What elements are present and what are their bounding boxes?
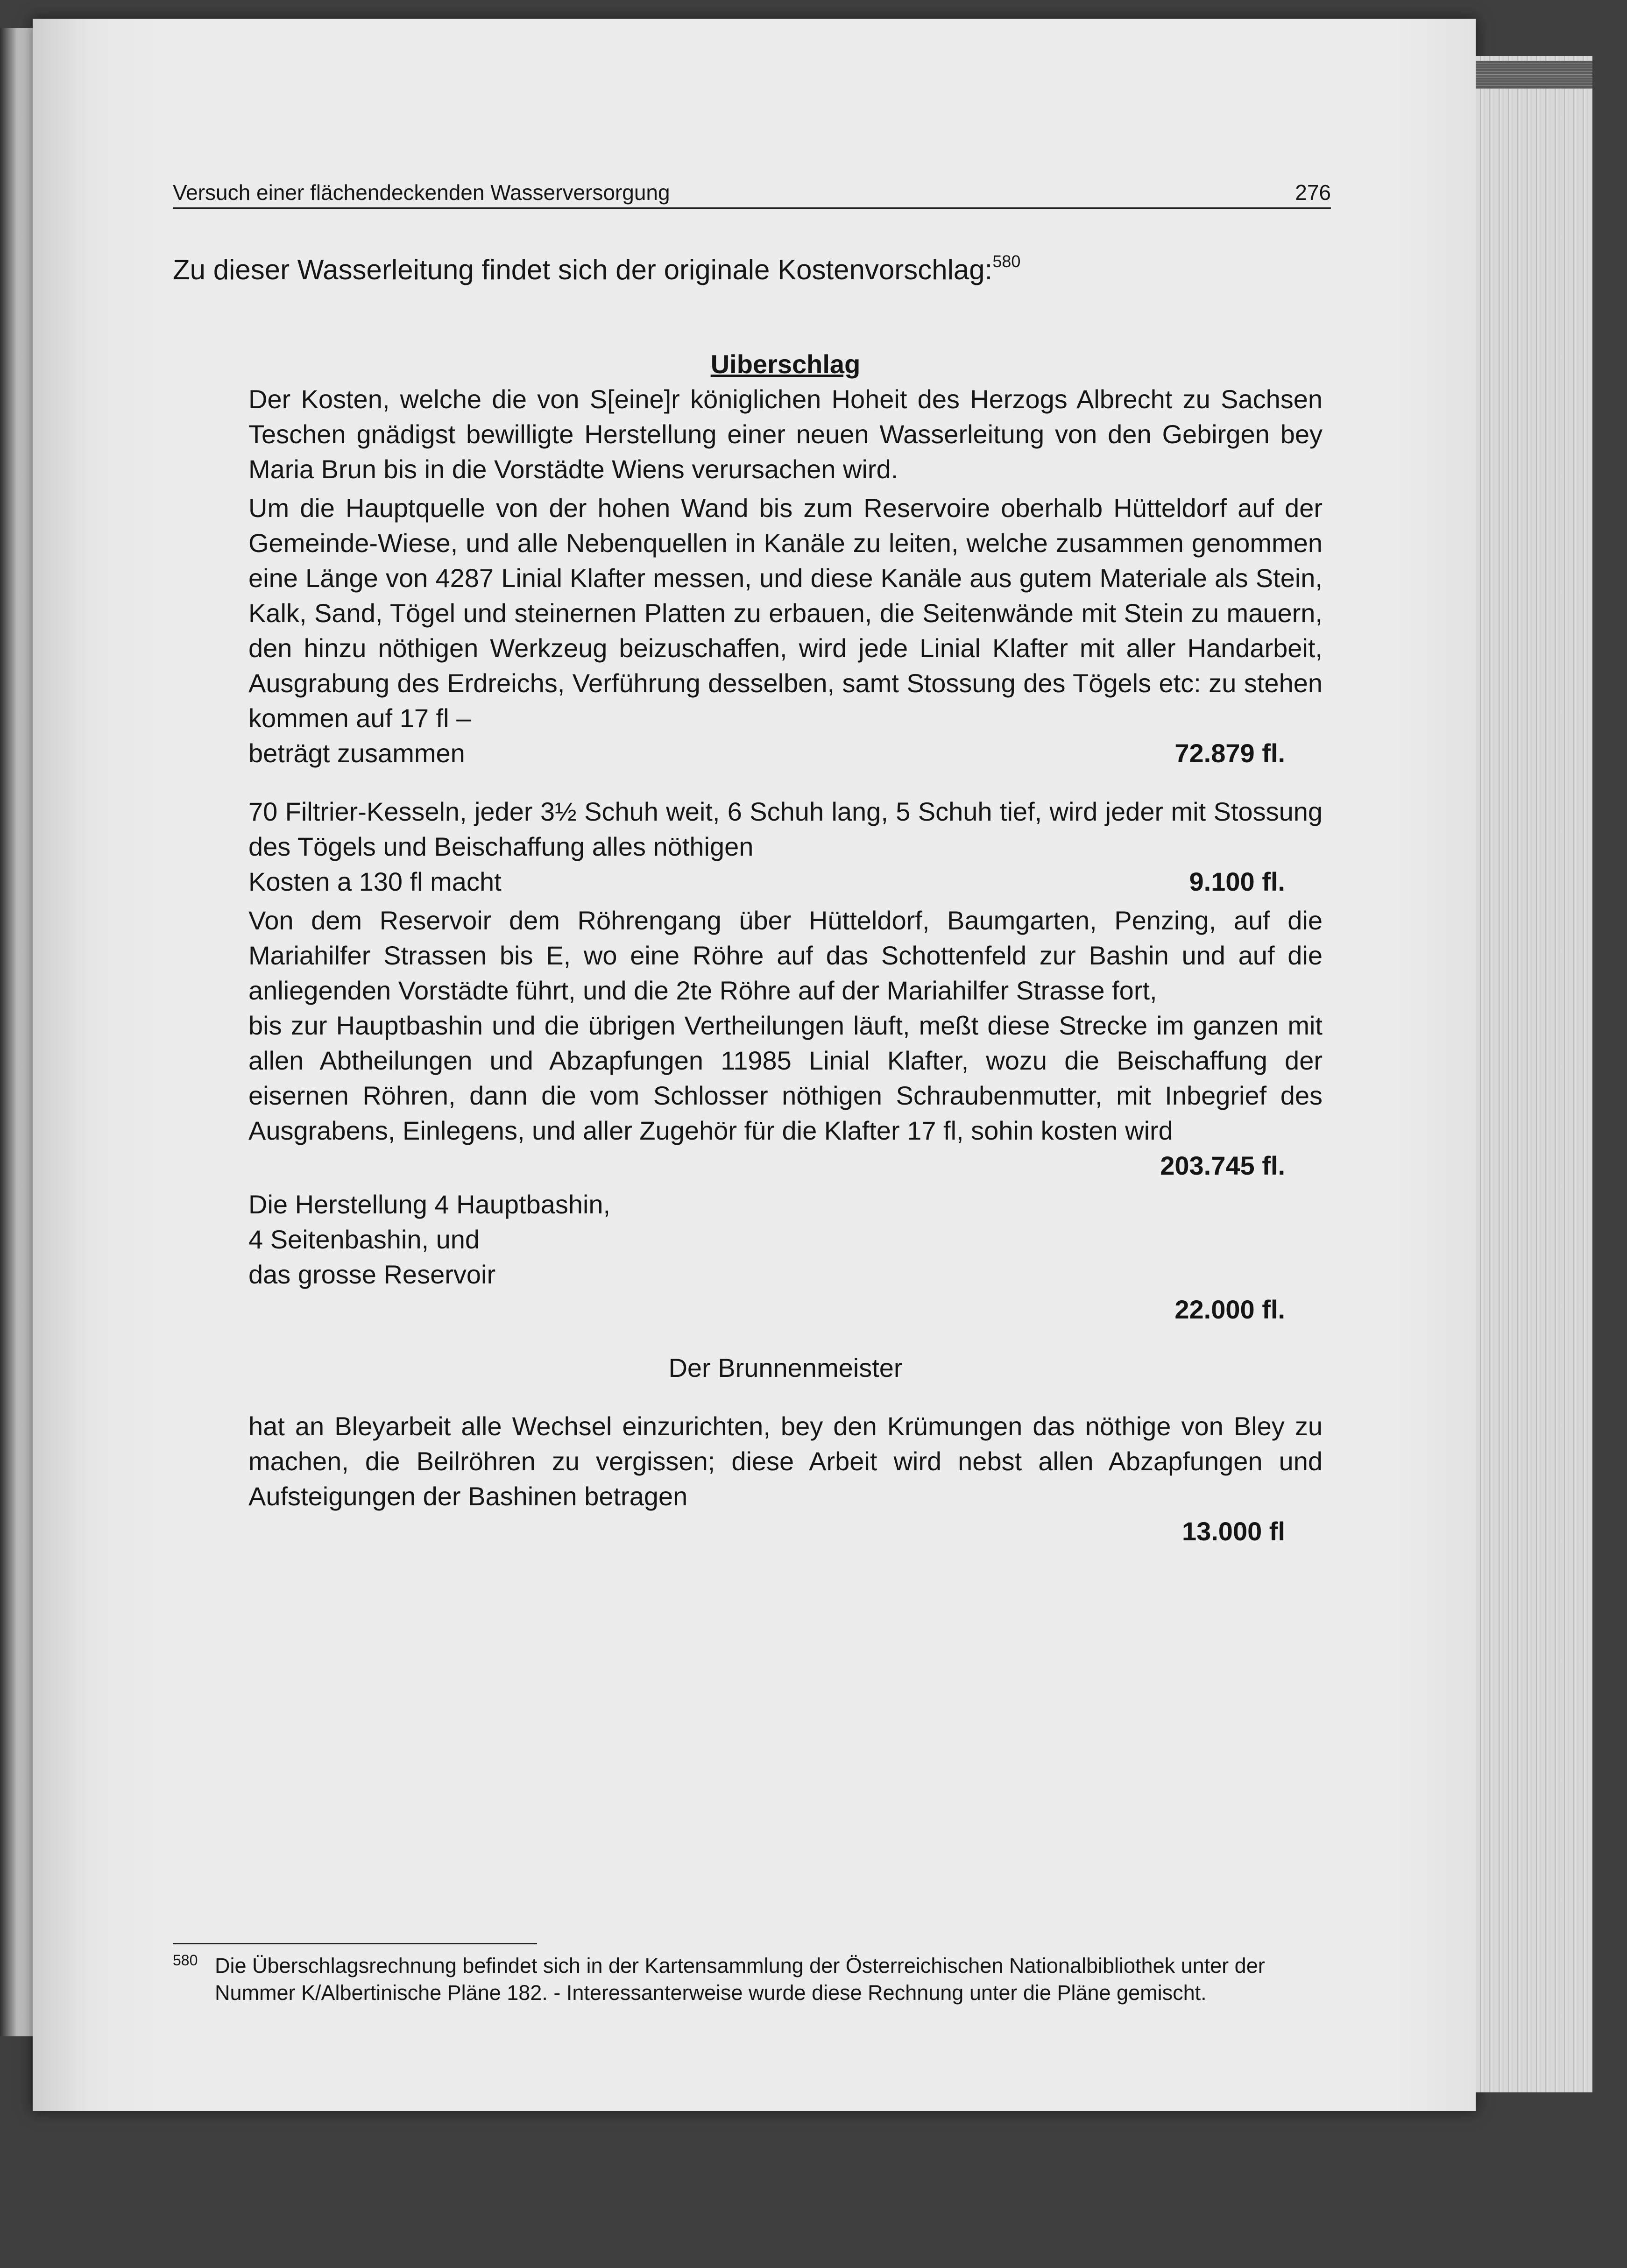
item2-last-line: Kosten a 130 fl macht	[248, 867, 502, 896]
item1-last-line: beträgt zusammen	[248, 738, 465, 768]
adjacent-page-edge	[0, 28, 37, 2036]
footnote-reference: 580	[992, 252, 1021, 271]
intro-sentence	[173, 251, 1331, 289]
item4-amount: 22.000 fl.	[1174, 1295, 1285, 1324]
page-content	[140, 140, 1336, 2102]
item3-text-a: Von dem Reservoir dem Röhrengang über Hütteldorf, Baumgarten, Penzing, auf die Mariahilfer Strassen bis E, wo eine Röhre auf das Schottenfeld zur Bashin und auf die anliegenden Vorstädte führt, und die 2te Röhre auf der Mariahilfer Strasse fort,	[248, 906, 1323, 1005]
running-head-title: Versuch einer flächendeckenden Wasserversorgung	[173, 180, 670, 205]
footnote-text: Die Überschlagsrechnung befindet sich in der Kartensammlung der Österreichischen Nationalbibliothek unter der Nummer K/Albertinische Pläne 182. - Interessanterweise wurde diese Rechnung unter die Pläne gemischt.	[215, 1954, 1265, 2005]
item1-text: Um die Hauptquelle von der hohen Wand bis zum Reservoire oberhalb Hütteldorf auf der Gemeinde-Wiese, und alle Nebenquellen in Kanäle zu leiten, welche zusammen genommen eine Länge von 4287 Linial Klafter messen, und diese Kanäle aus gutem Materiale als Stein, Kalk, Sand, Tögel und steinernen Platten zu erbauen, die Seitenwände mit Stein zu mauern, den hinzu nöthigen Werkzeug beizuschaffen, wird jede Linial Klafter mit aller Handarbeit, Ausgrabung des Erdreichs, Verführung desselben, samt Stossung des Tögels etc: zu stehen kommen auf 17 fl –	[248, 493, 1323, 733]
item2-text: 70 Filtrier-Kesseln, jeder 3½ Schuh weit, 6 Schuh lang, 5 Schuh tief, wird jeder mit Stossung des Tögels und Beischaffung alles nöthigen	[248, 797, 1323, 861]
item5-amount: 13.000 fl	[1181, 1517, 1285, 1546]
estimate-preamble: Der Kosten, welche die von S[eine]r königlichen Hoheit des Herzogs Albrecht zu Sachsen Teschen gnädigst bewilligte Herstellung einer neuen Wasserleitung von den Gebirgen bey Maria Brun bis in die Vorstädte Wiens verursachen wird.	[248, 384, 1323, 484]
item5-text: hat an Bleyarbeit alle Wechsel einzurichten, bey den Krümungen das nöthige von Bley zu machen, die Beilröhren zu vergissen; diese Arbeit wird nebst allen Abzapfungen und Aufsteigungen der Bashinen betragen	[248, 1411, 1323, 1511]
footnote	[173, 1952, 1340, 2006]
item3-text-b: bis zur Hauptbashin und die übrigen Vertheilungen läuft, meßt diese Strecke im ganzen mit allen Abtheilungen und Abzapfungen 11985 Linial Klafter, wozu die Beischaffung der eisernen Röhren, dann die vom Schlosser nöthigen Schraubenmutter, mit Inbegrief des Ausgrabens, Einlegens, und aller Zugehör für die Klafter 17 fl, sohin kosten wird	[248, 1011, 1323, 1145]
item4-line3: das grosse Reservoir	[248, 1260, 496, 1289]
page-stack-top	[1476, 61, 1592, 89]
item1-amount: 72.879 fl.	[1174, 738, 1285, 768]
item4-line1: Die Herstellung 4 Hauptbashin,	[248, 1190, 611, 1219]
item2-total-line	[248, 864, 1323, 899]
cost-estimate	[248, 347, 1323, 1549]
item4-line2: 4 Seitenbashin, und	[248, 1225, 480, 1254]
page-number: 276	[1295, 180, 1331, 205]
item1-total-line	[248, 736, 1323, 771]
estimate-heading: Uiberschlag	[710, 349, 861, 379]
running-head	[173, 177, 1331, 209]
footnote-number: 580	[173, 1952, 198, 1969]
item2-amount: 9.100 fl.	[1189, 867, 1285, 896]
page-stack-edges	[1476, 56, 1592, 2092]
section-heading-brunnenmeister: Der Brunnenmeister	[668, 1353, 903, 1382]
item3-amount: 203.745 fl.	[1160, 1151, 1285, 1180]
footnote-separator	[173, 1943, 537, 1944]
intro-text: Zu dieser Wasserleitung findet sich der originale Kostenvorschlag:	[173, 254, 993, 285]
